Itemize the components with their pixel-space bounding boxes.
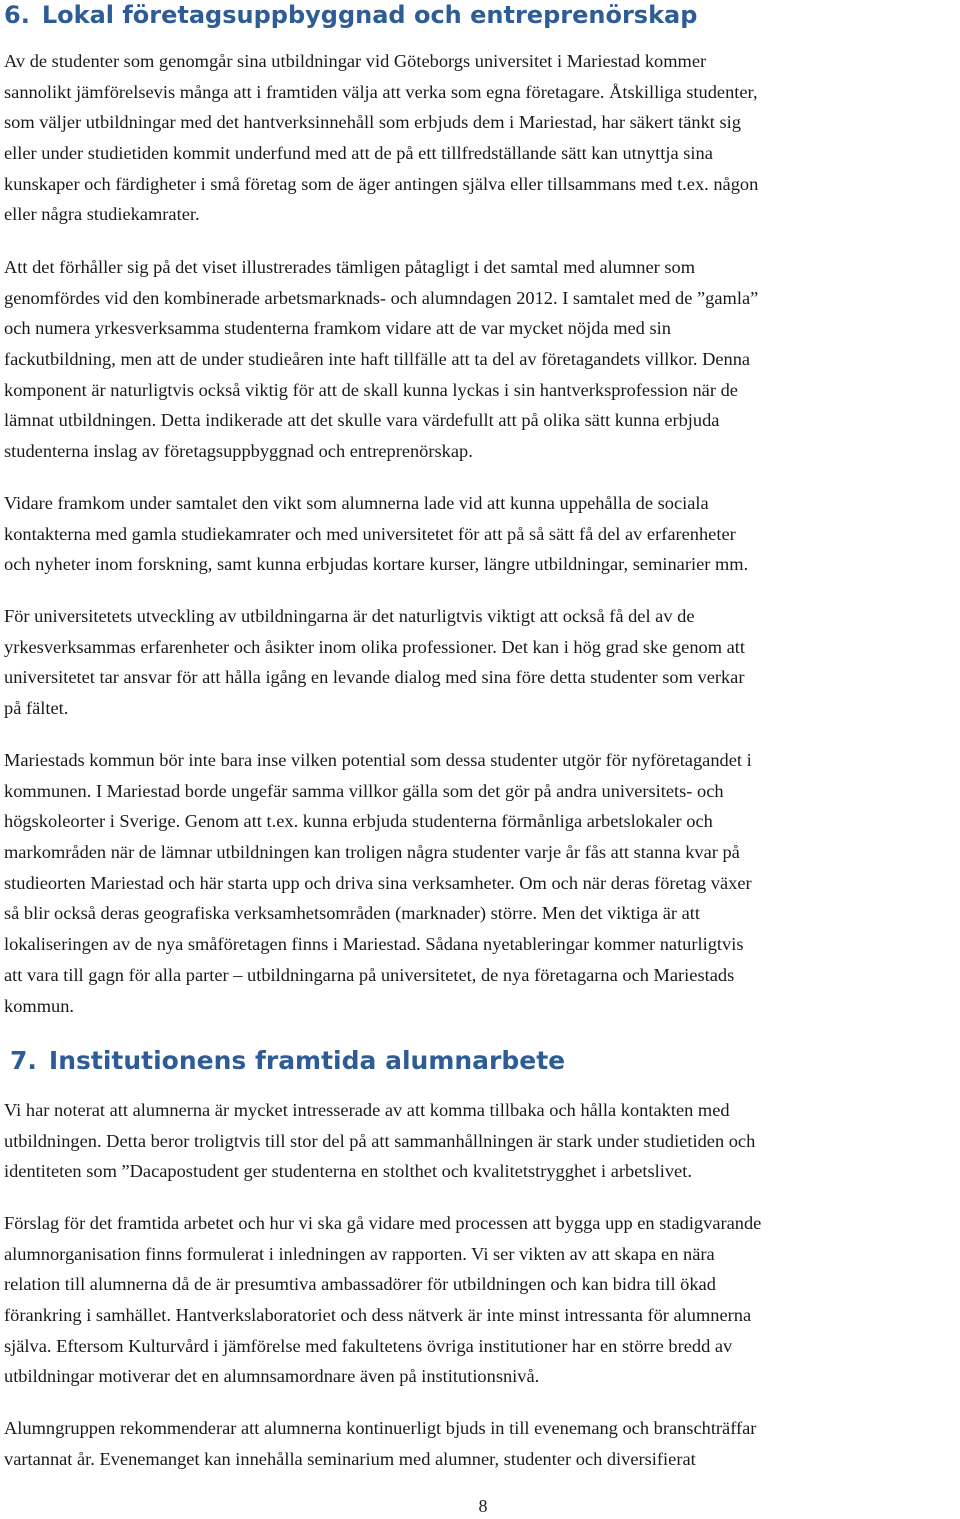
text-line: eller några studiekamrater. (4, 204, 200, 225)
text-line: kommunen. I Mariestad borde ungefär samma villkor gälla som det gör på andra universitets- och (4, 780, 724, 801)
text-line: Alumngruppen rekommenderar att alumnerna kontinuerligt bjuds in till evenemang och branschträffar (4, 1418, 757, 1438)
section-7-title: Institutionens framtida alumnarbete (48, 1046, 566, 1075)
text-line: kunskaper och färdigheter i små företag som de äger antingen själva eller tillsammans med t.ex. någon (4, 173, 759, 194)
page-number: 8 (478, 1496, 488, 1516)
text-line: och nyheter inom forskning, samt kunna erbjudas kortare kurser, längre utbildningar, seminarier mm. (4, 554, 749, 575)
section-7-number: 7. (10, 1046, 37, 1075)
text-line: identiteten som ”Dacapostudent ger studenterna en stolthet och kvalitetstrygghet i arbetslivet. (4, 1161, 692, 1182)
text-line: Vi har noterat att alumnerna är mycket intresserade av att komma tillbaka och hålla kontakten med (4, 1100, 730, 1120)
text-line: studenterna inslag av företagsuppbyggnad och entreprenörskap. (4, 441, 473, 462)
section-6-paragraph-2 (4, 252, 960, 467)
text-line: markområden när de lämnar utbildningen kan troligen några studenter varje år fås att stanna kvar på (4, 842, 740, 863)
section-7-heading (10, 1045, 565, 1077)
text-line: som väljer utbildningar med det hantverksinnehåll som erbjuds dem i Mariestad, har säkert tänkt sig (4, 112, 741, 133)
text-line: Att det förhåller sig på det viset illustrerades tämligen påtagligt i det samtal med alumner som (4, 257, 695, 277)
text-line: relation till alumnerna då de är presumtiva ambassadörer för utbildningen och kan bidra till ökad (4, 1274, 716, 1295)
text-line: studieorten Mariestad och här starta upp och driva sina verksamheter. Om och när deras företag växer (4, 872, 752, 893)
text-line: kontakterna med gamla studiekamrater och med universitetet för att på så sätt få del av erfarenheter (4, 523, 736, 544)
text-line: yrkesverksammas erfarenheter och åsikter inom olika professioner. Det kan i hög grad ske genom att (4, 636, 746, 657)
text-line: förankring i samhället. Hantverkslaboratoriet och dess nätverk är inte minst intressanta för alumnerna (4, 1305, 752, 1326)
text-line: så blir också deras geografiska verksamhetsområden (marknader) större. Men det viktiga är att (4, 903, 701, 924)
text-line: sannolikt jämförelsevis många att i framtiden välja att verka som egna företagare. Åtskilliga studenter, (4, 81, 758, 102)
text-line: utbildningar motiverar det en alumnsamordnare även på institutionsnivå. (4, 1366, 540, 1387)
text-line: alumnorganisation finns formulerat i inledningen av rapporten. Vi ser vikten av att skapa en nära (4, 1243, 715, 1264)
section-6-title: Lokal företagsuppbyggnad och entreprenörskap (41, 1, 698, 29)
text-line: genomfördes vid den kombinerade arbetsmarknads- och alumndagen 2012. I samtalet med de ”gamla” (4, 287, 759, 308)
section-6-paragraph-1 (4, 46, 960, 230)
text-line: utbildningen. Detta beror troligtvis till stor del på att sammanhållningen är stark under studietiden och (4, 1130, 756, 1151)
text-line: och numera yrkesverksamma studenterna framkom vidare att de var mycket nöjda med sin (4, 318, 671, 339)
section-7-paragraph-2 (4, 1208, 960, 1392)
text-line: att vara till gagn för alla parter – utbildningarna på universitetet, de nya företagarna och Mariestads (4, 964, 735, 985)
text-line: själva. Eftersom Kulturvård i jämförelse med fakultetens övriga institutioner har en större bredd av (4, 1335, 733, 1356)
section-6-paragraph-3 (4, 488, 960, 580)
text-line: på fältet. (4, 698, 69, 719)
text-line: lämnat utbildningen. Detta indikerade att det skulle vara värdefullt att på olika sätt kunna erbjuda (4, 410, 720, 431)
text-line: högskoleorter i Sverige. Genom att t.ex. kunna erbjuda studenterna förmånliga arbetslokaler och (4, 811, 713, 832)
section-7-paragraph-1 (4, 1095, 960, 1187)
text-line: universitetet tar ansvar för att hålla igång en levande dialog med sina före detta studenter som verkar (4, 667, 745, 688)
section-7-paragraph-3 (4, 1413, 960, 1474)
text-line: Mariestads kommun bör inte bara inse vilken potential som dessa studenter utgör för nyföretagandet i (4, 750, 752, 770)
section-6-paragraph-5 (4, 745, 960, 1021)
text-line: Vidare framkom under samtalet den vikt som alumnerna lade vid att kunna uppehålla de sociala (4, 493, 709, 513)
text-line: eller under studietiden kommit underfund med att de på ett tillfredställande sätt kan utnyttja sina (4, 143, 713, 164)
text-line: Av de studenter som genomgår sina utbildningar vid Göteborgs universitet i Mariestad kommer (4, 51, 707, 71)
text-line: vartannat år. Evenemanget kan innehålla seminarium med alumner, studenter och diversifierat (4, 1448, 696, 1469)
text-line: För universitetets utveckling av utbildningarna är det naturligtvis viktigt att också få del av de (4, 606, 695, 626)
text-line: fackutbildning, men att de under studieåren inte haft tillfälle att ta del av företagandets villkor. Denna (4, 349, 751, 370)
section-6-paragraph-4 (4, 601, 960, 724)
text-line: lokaliseringen av de nya småföretagen finns i Mariestad. Sådana nyetableringar kommer naturligtvis (4, 934, 744, 955)
section-6-number: 6. (4, 1, 30, 29)
text-line: komponent är naturligtvis också viktig för att de skall kunna lyckas i sin hantverksprofession när de (4, 379, 738, 400)
text-line: kommun. (4, 995, 74, 1016)
text-line: Förslag för det framtida arbetet och hur vi ska gå vidare med processen att bygga upp en stadigvarande (4, 1213, 762, 1233)
section-6-heading (4, 0, 697, 30)
